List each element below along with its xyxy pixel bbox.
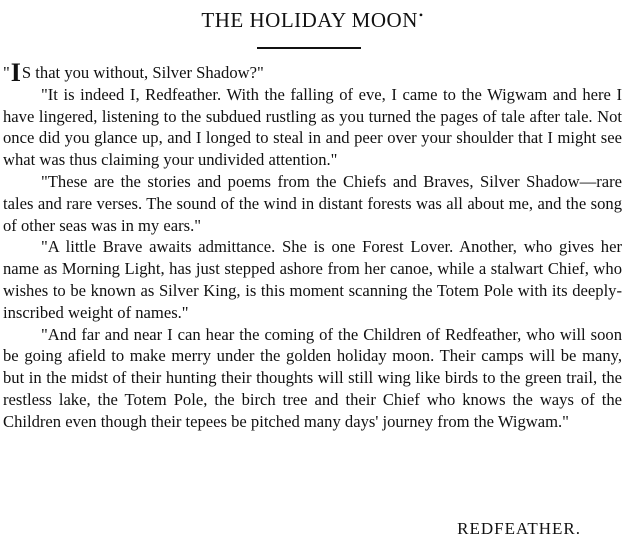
article-body [3,58,622,433]
opening-paragraph [3,58,622,87]
paragraph-2: "These are the stories and poems from the Chiefs and Braves, Silver Shadow—rare tales and rare verses. The sound of the wind in distant forests was all about me, and the song of other seas was in my ears." [3,171,622,235]
drop-cap: I [10,58,21,87]
paragraph-4: "And far and near I can hear the coming of the Children of Redfeather, who will soon be going afield to make merry under the golden holiday moon. Their camps will be many, but in the midst of their hunting their thoughts will still wing like birds to the green trail, the restless lake, the Totem Pole, the birch tree and their Chief who knows the ways of the Children even though their tepees be pitched many days' journey from the Wigwam." [3,324,622,431]
signature: REDFEATHER. [457,519,581,538]
title-mark: • [418,8,424,22]
paragraph-1: "It is indeed I, Redfeather. With the falling of eve, I came to the Wigwam and here I have lingered, listening to the subdued rustling as you turned the pages of tale after tale. Not once did you glance up, and I longed to steal in and peer over your shoulder that I might see what was thus claiming your undivided attention." [3,84,622,170]
title-divider [257,47,361,49]
opening-quote: " [3,63,10,82]
article-title [0,8,625,33]
article-title-text: THE HOLIDAY MOON [201,8,418,32]
paragraph-3: "A little Brave awaits admittance. She is one Forest Lover. Another, who gives her name as Morning Light, has just stepped ashore from her canoe, while a stalwart Chief, who wishes to be known as Silver King, is this moment scanning the Totem Pole with its deeply-inscribed weight of names." [3,237,622,322]
opening-text: S that you without, Silver Shadow?" [21,63,264,82]
